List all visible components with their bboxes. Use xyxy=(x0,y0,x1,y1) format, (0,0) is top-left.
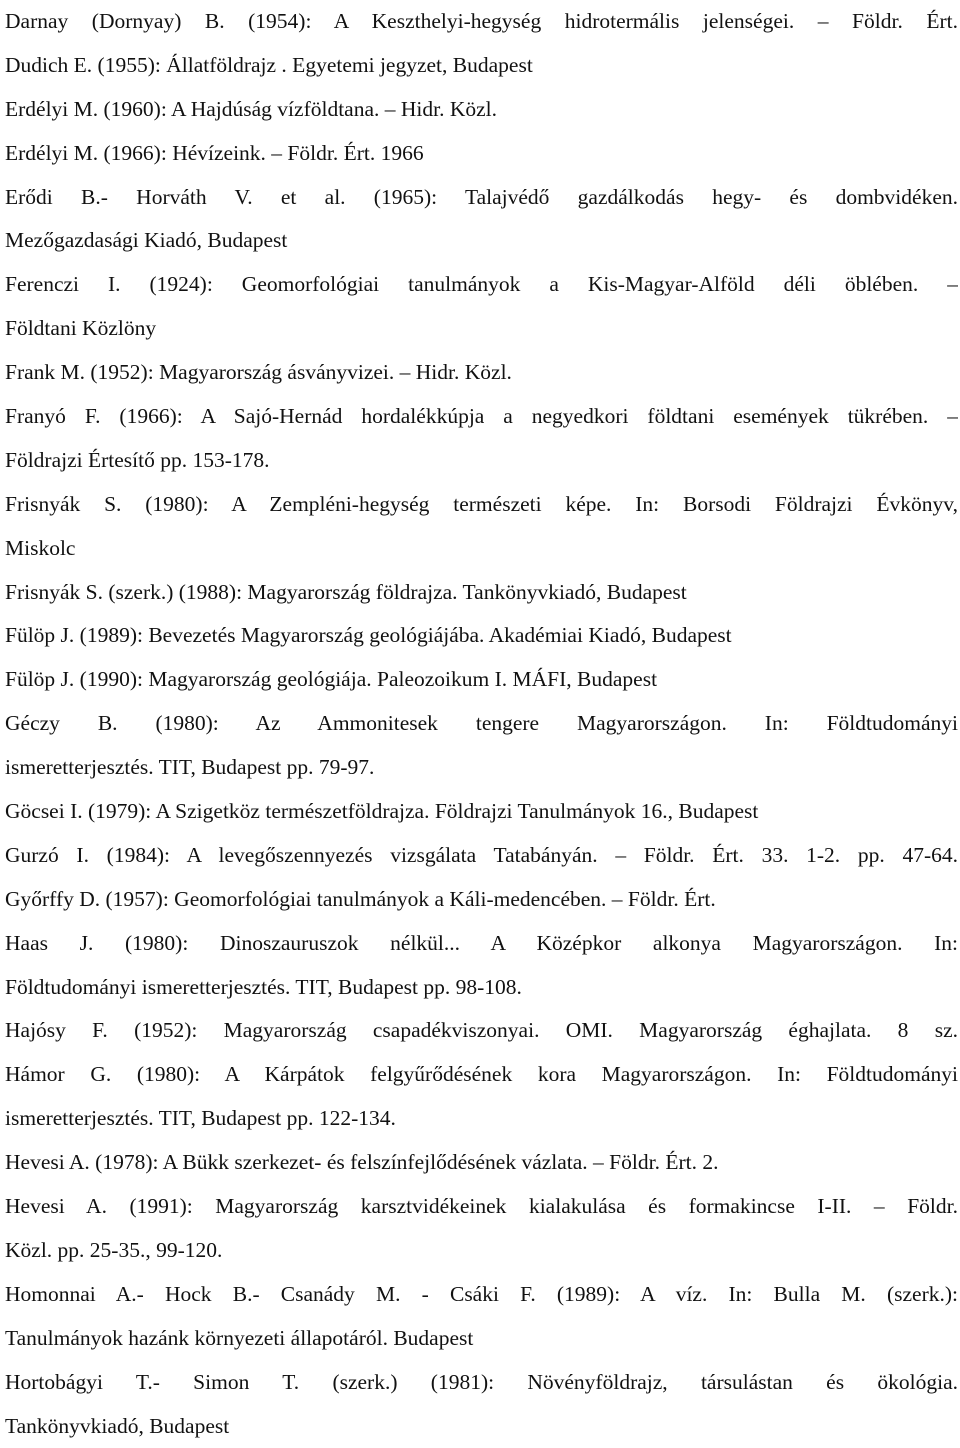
reference-line: Erdélyi M. (1966): Hévízeink. – Földr. Ért. 1966 xyxy=(5,132,958,176)
reference-line: Földrajzi Értesítő pp. 153-178. xyxy=(5,439,958,483)
reference-line: Dudich E. (1955): Állatföldrajz . Egyetemi jegyzet, Budapest xyxy=(5,44,958,88)
reference-line: Géczy B. (1980): Az Ammonitesek tengere Magyarországon. In: Földtudományi xyxy=(5,702,958,746)
reference-line: Hevesi A. (1978): A Bükk szerkezet- és felszínfejlődésének vázlata. – Földr. Ért. 2. xyxy=(5,1141,958,1185)
reference-line: Haas J. (1980): Dinoszauruszok nélkül... A Középkor alkonya Magyarországon. In: xyxy=(5,922,958,966)
reference-line: Göcsei I. (1979): A Szigetköz természetföldrajza. Földrajzi Tanulmányok 16., Budapest xyxy=(5,790,958,834)
reference-line: Homonnai A.- Hock B.- Csanády M. - Csáki F. (1989): A víz. In: Bulla M. (szerk.): xyxy=(5,1273,958,1317)
reference-line: Hajósy F. (1952): Magyarország csapadékviszonyai. OMI. Magyarország éghajlata. 8 sz. xyxy=(5,1009,958,1053)
reference-line: Ferenczi I. (1924): Geomorfológiai tanulmányok a Kis-Magyar-Alföld déli öblében. – xyxy=(5,263,958,307)
reference-line: Hámor G. (1980): A Kárpátok felgyűrődésének kora Magyarországon. In: Földtudományi xyxy=(5,1053,958,1097)
reference-line: Tankönyvkiadó, Budapest xyxy=(5,1405,958,1448)
reference-line: Gurzó I. (1984): A levegőszennyezés vizsgálata Tatabányán. – Földr. Ért. 33. 1-2. pp. 47-64. xyxy=(5,834,958,878)
reference-line: ismeretterjesztés. TIT, Budapest pp. 122-134. xyxy=(5,1097,958,1141)
reference-line: Frank M. (1952): Magyarország ásványvizei. – Hidr. Közl. xyxy=(5,351,958,395)
reference-line: Frisnyák S. (szerk.) (1988): Magyarország földrajza. Tankönyvkiadó, Budapest xyxy=(5,571,958,615)
reference-line: Frisnyák S. (1980): A Zempléni-hegység természeti képe. In: Borsodi Földrajzi Évkönyv, xyxy=(5,483,958,527)
reference-line: Tanulmányok hazánk környezeti állapotáról. Budapest xyxy=(5,1317,958,1361)
reference-line: Mezőgazdasági Kiadó, Budapest xyxy=(5,219,958,263)
reference-line: Földtani Közlöny xyxy=(5,307,958,351)
reference-line: ismeretterjesztés. TIT, Budapest pp. 79-97. xyxy=(5,746,958,790)
reference-line: Fülöp J. (1989): Bevezetés Magyarország geológiájába. Akadémiai Kiadó, Budapest xyxy=(5,614,958,658)
reference-line: Erdélyi M. (1960): A Hajdúság vízföldtana. – Hidr. Közl. xyxy=(5,88,958,132)
reference-line: Földtudományi ismeretterjesztés. TIT, Budapest pp. 98-108. xyxy=(5,966,958,1010)
reference-line: Franyó F. (1966): A Sajó-Hernád hordalékkúpja a negyedkori földtani események tükrében. – xyxy=(5,395,958,439)
reference-line: Miskolc xyxy=(5,527,958,571)
reference-line: Hortobágyi T.- Simon T. (szerk.) (1981): Növényföldrajz, társulástan és ökológia. xyxy=(5,1361,958,1405)
reference-line: Erődi B.- Horváth V. et al. (1965): Talajvédő gazdálkodás hegy- és dombvidéken. xyxy=(5,176,958,220)
reference-line: Darnay (Dornyay) B. (1954): A Keszthelyi-hegység hidrotermális jelenségei. – Földr. Ért. xyxy=(5,0,958,44)
reference-line: Közl. pp. 25-35., 99-120. xyxy=(5,1229,958,1273)
reference-line: Győrffy D. (1957): Geomorfológiai tanulmányok a Káli-medencében. – Földr. Ért. xyxy=(5,878,958,922)
reference-line: Hevesi A. (1991): Magyarország karsztvidékeinek kialakulása és formakincse I-II. – Földr. xyxy=(5,1185,958,1229)
reference-line: Fülöp J. (1990): Magyarország geológiája. Paleozoikum I. MÁFI, Budapest xyxy=(5,658,958,702)
